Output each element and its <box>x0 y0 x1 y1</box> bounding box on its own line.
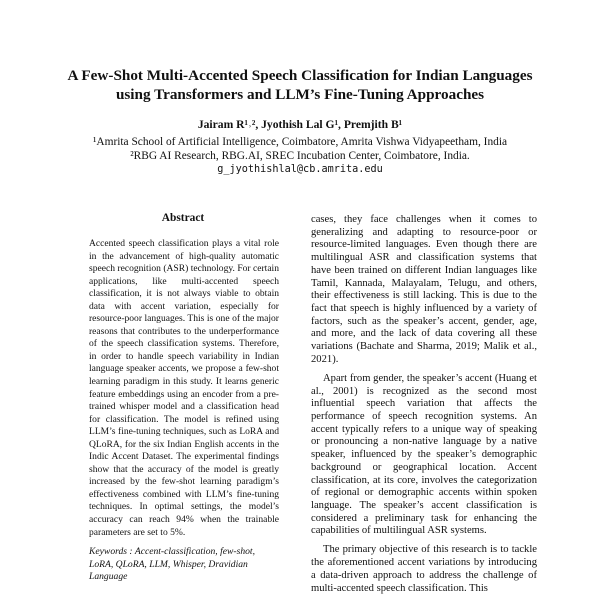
affiliation-2: ²RBG AI Research, RBG.AI, SREC Incubation Center, Coimbatore, India. <box>130 150 470 162</box>
body-column-right <box>311 214 537 595</box>
affiliation-1: ¹Amrita School of Artificial Intelligence, Coimbatore, Amrita Vishwa Vidyapeetham, India <box>92 136 508 148</box>
body-paragraph-3: The primary objective of this research is to tackle the aforementioned accent variations by introducing a data-driven approach to address the challenge of multi-accented speech classification. This <box>311 544 537 594</box>
abstract-heading: Abstract <box>161 212 205 224</box>
author-email: g_jyothishlal@cb.amrita.edu <box>217 164 383 175</box>
body-paragraph-2: Apart from gender, the speaker’s accent (Huang et al., 2001) is recognized as the second most influential speech variation that affects the performance of speech recognition systems. An accent typically refers to a unique way of speaking or pronouncing a non-native language by a native speaker, influenced by the speaker’s demographic background or geographical location. Accent classification, at its core, involves the categorization of regional or demographic accents within spoken language. The speaker’s accent classification is considered a preliminary task for enhancing the capabilities of multilingual ASR systems. <box>311 372 537 537</box>
title-line-1: A Few-Shot Multi-Accented Speech Classification for Indian Languages <box>67 67 533 84</box>
keywords: Keywords : Accent-classification, few-shot, LoRA, QLoRA, LLM, Whisper, Dravidian Language <box>89 546 255 583</box>
title-line-2: using Transformers and LLM’s Fine-Tuning Approaches <box>115 86 485 103</box>
body-paragraph-1: cases, they face challenges when it comes to generalizing and adapting to resource-poor or resource-limited languages. Even though there are multilingual ASR and classification systems that have been trained on different Indian languages like Tamil, Kannada, Malayalam, Telugu, and others, their effectiveness is still lacking. This is due to the fact that speech is highly influenced by a variety of factors, such as the speaker’s accent, gender, age, and more, and the lack of data covering all these variations (Bachate and Sharma, 2019; Malik et al., 2021). <box>311 214 537 365</box>
abstract-text: Accented speech classification plays a vital role in the advancement of high-quality automatic speech recognition (ASR) technology. For certain applications, like multi-accented speech classification, it is not always viable to obtain data with accent variation, especially for resource-poor languages. This is one of the major reasons that contributes to the underperformance of the speech classification systems. Therefore, in order to handle speech variability in Indian language speaker accents, we propose a few-shot learning paradigm in this study. It learns generic feature embeddings using an encoder from a pre-trained whisper model and a classification head for classification. The model is refined using LLM’s fine-tuning techniques, such as LoRA and QLoRA, for the six Indian English accents in the Indic Accent Dataset. The experimental findings show that the accuracy of the model is greatly increased by the few-shot learning paradigm’s effectiveness combined with LLM’s fine-tuning techniques. In optimal settings, the model’s accuracy can reach 94% when the trainable parameters are set to 5%. <box>89 238 279 538</box>
author-list: Jairam R¹˒², Jyothish Lal G¹, Premjith B¹ <box>197 118 403 131</box>
paper-title <box>40 66 560 104</box>
